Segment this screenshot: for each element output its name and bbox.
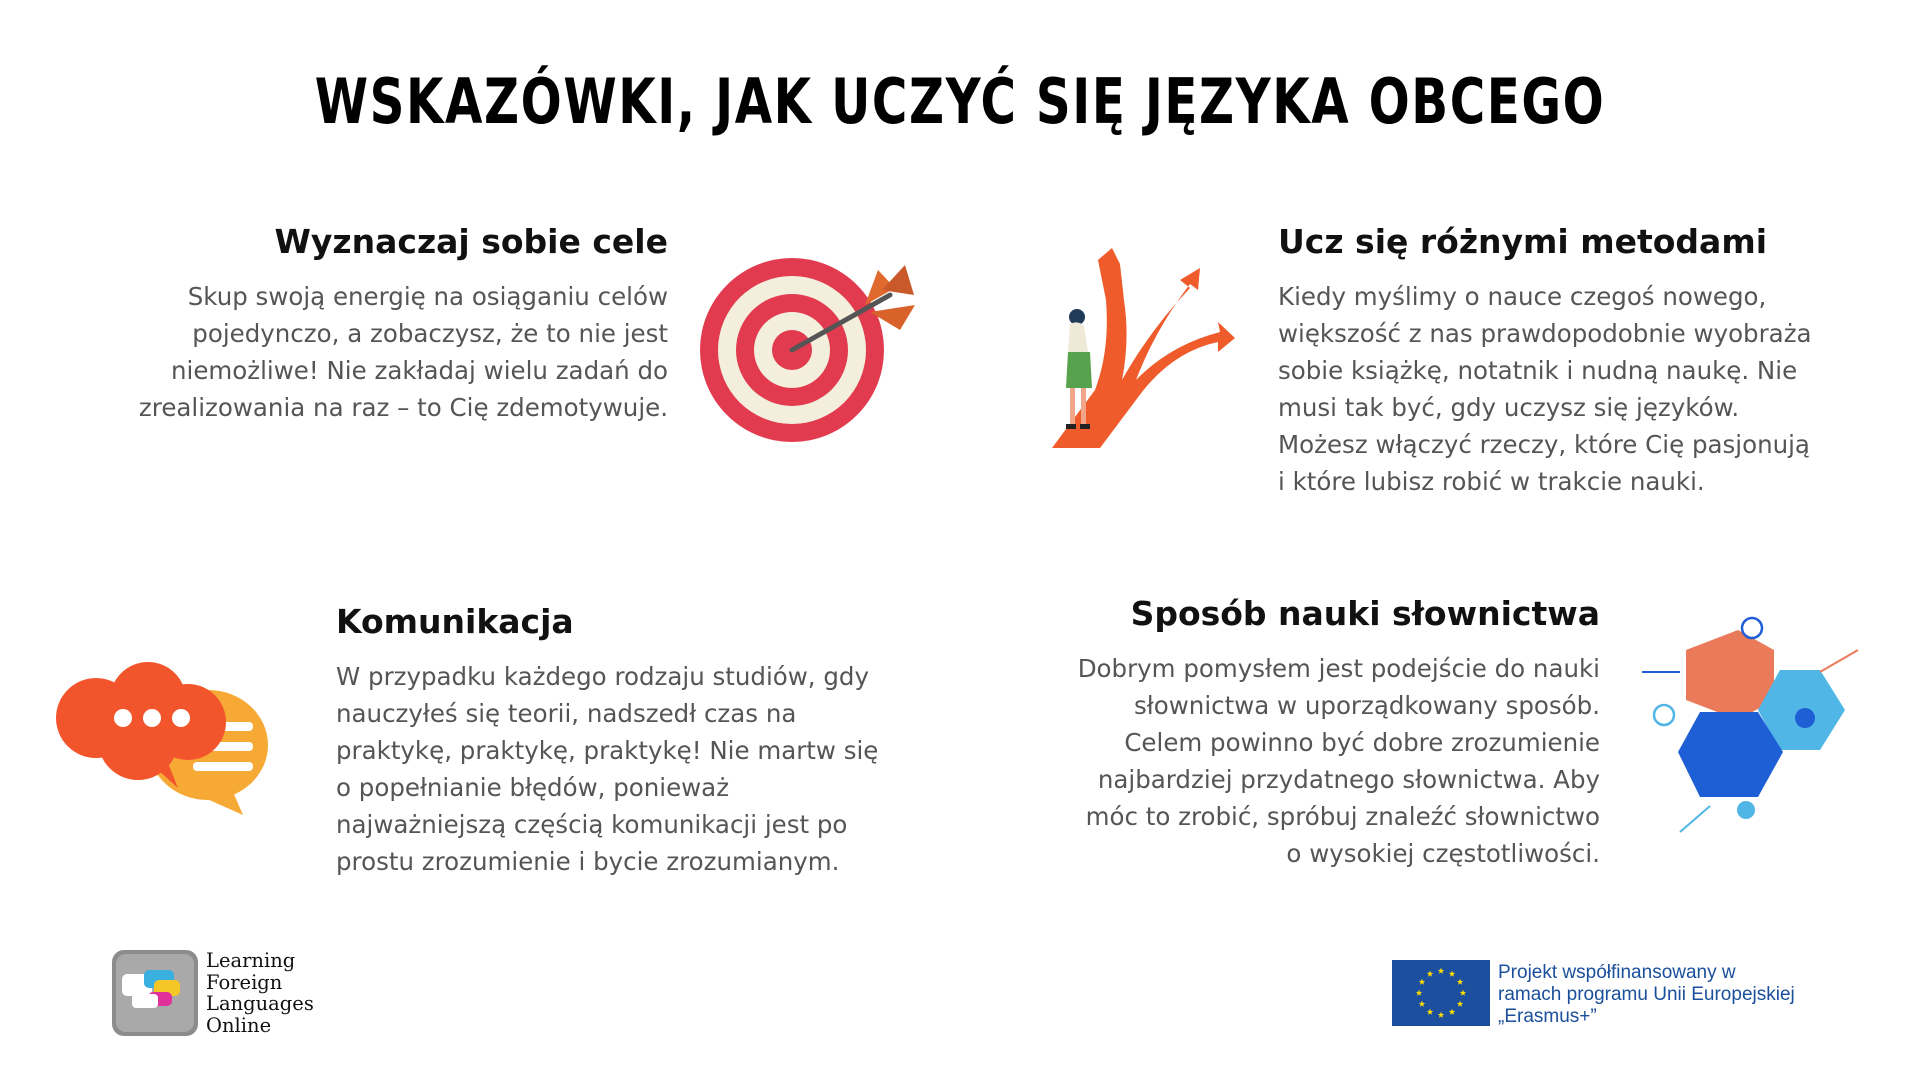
- page-title: WSKAZÓWKI, JAK UCZYĆ SIĘ JĘZYKA OBCEGO: [314, 65, 1606, 138]
- section-text: Skup swoją energię na osiąganiu celów pojedynczo, a zobaczysz, że to nie jest niemożliwe! Nie zakładaj wielu zadań do zrealizowania na raz – to Cię zdemotywuje.: [138, 282, 668, 422]
- eu-funding-text: Projekt współfinansowany w ramach programu Unii Europejskiej „Erasmus+”: [1498, 962, 1795, 1027]
- hexagons-icon: [1640, 610, 1870, 840]
- crossroads-arrows-icon: [1040, 240, 1240, 450]
- section-communication: [336, 600, 926, 880]
- section-text: Kiedy myślimy o nauce czegoś nowego, większość z nas prawdopodobnie wyobraża sobie książkę, notatnik i nudną naukę. Nie musi tak być, gdy uczysz się języków. Możesz włączyć rzeczy, które Cię pasjonują i które lubisz robić w trakcie nauki.: [1278, 282, 1812, 496]
- target-icon: [700, 250, 920, 450]
- section-text: W przypadku każdego rodzaju studiów, gdy nauczyłeś się teorii, nadszedł czas na praktykę, praktykę, praktykę! Nie martw się o popełnianie błędów, ponieważ najważniejszą częścią komunikacji jest po prostu zrozumienie i bycie zrozumianym.: [336, 662, 879, 876]
- section-heading: Wyznaczaj sobie cele: [274, 222, 668, 261]
- eu-flag-icon: [1392, 960, 1490, 1026]
- section-vocabulary: [1010, 592, 1600, 872]
- lfl-logo-icon: [112, 950, 200, 1036]
- lfl-logo: [110, 950, 320, 1040]
- section-methods: [1278, 220, 1878, 500]
- lfl-logo-text: Learning Foreign Languages Online: [206, 949, 314, 1037]
- section-heading: Komunikacja: [336, 602, 574, 641]
- section-goals: [80, 220, 668, 426]
- section-heading: Ucz się różnymi metodami: [1278, 222, 1768, 261]
- section-text: Dobrym pomysłem jest podejście do nauki słownictwa w uporządkowany sposób. Celem powinno być dobre zrozumienie najbardziej przydatnego słownictwa. Aby móc to zrobić, spróbuj znaleźć słownictwo o wysokiej częstotliwości.: [1077, 654, 1600, 868]
- section-heading: Sposób nauki słownictwa: [1130, 594, 1600, 633]
- chat-bubbles-icon: [48, 660, 278, 820]
- eu-erasmus-badge: [1392, 960, 1822, 1030]
